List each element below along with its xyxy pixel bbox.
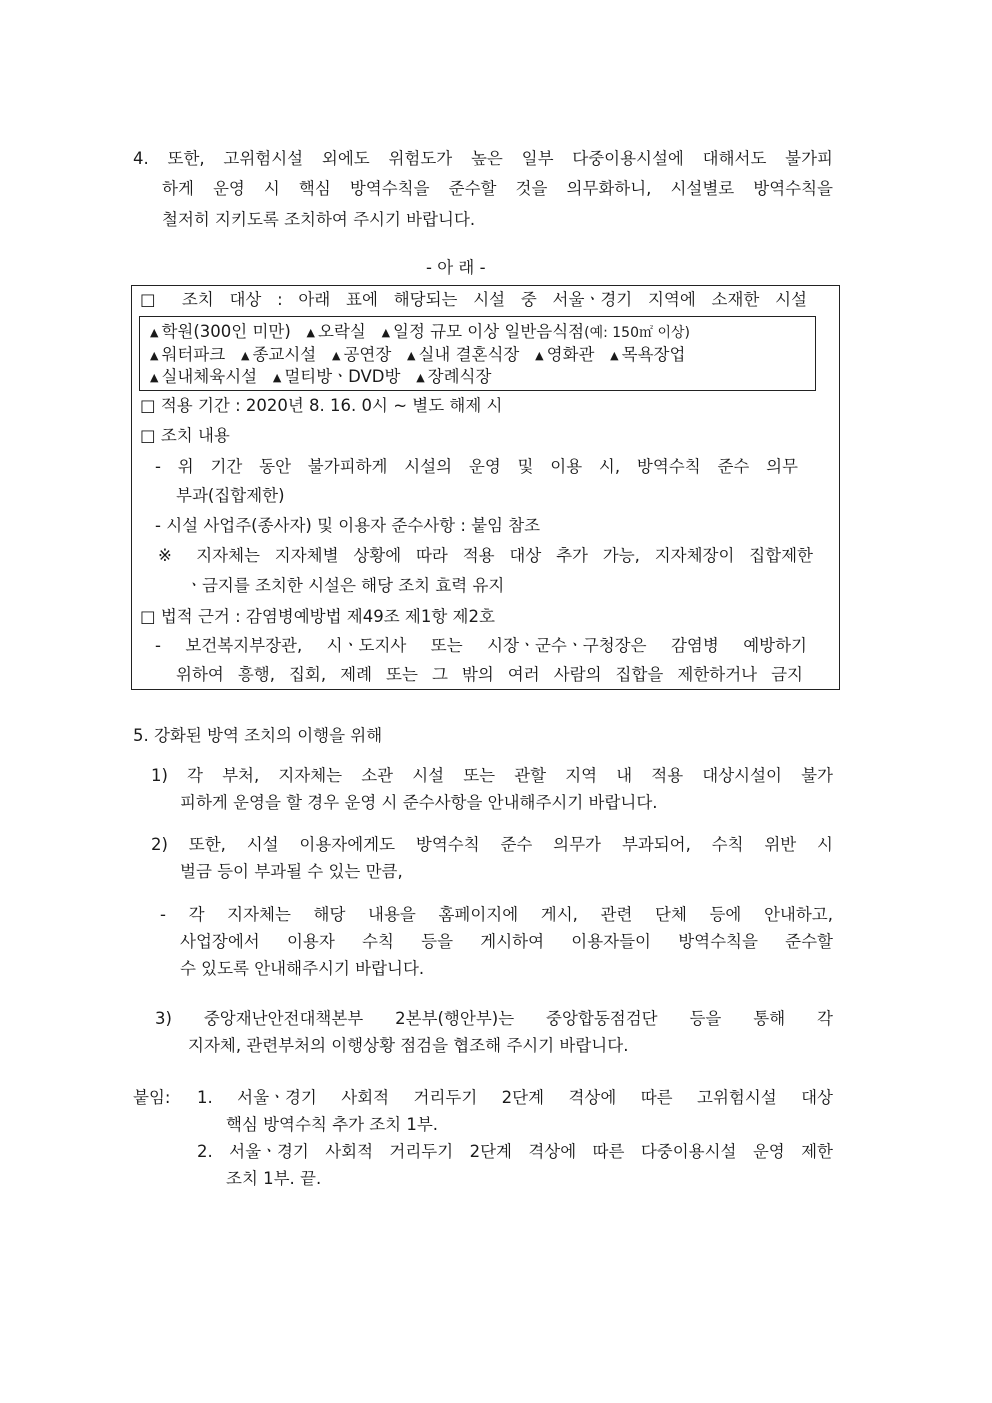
item5-sub3b: 지자체, 관련부처의 이행상황 점검을 협조해 주시기 바랍니다. xyxy=(188,1036,629,1055)
item5-dash-b: 사업장에서 이용자 수칙 등을 게시하여 이용자들이 방역수칙을 준수할 xyxy=(180,932,833,951)
legal-heading: □ 법적 근거 : 감염병예방법 제49조 제1항 제2호 xyxy=(140,607,495,626)
facility-item: ▲ 목욕장업 xyxy=(610,345,685,364)
facility-item: ▲ 실내체육시설 xyxy=(150,367,257,386)
period: □ 적용 기간 : 2020년 8. 16. 0시 ~ 별도 해제 시 xyxy=(140,396,503,415)
item5-sub3a: 3) 중앙재난안전대책본부 2본부(행안부)는 중앙합동점검단 등을 통해 각 xyxy=(155,1009,833,1028)
item4-line3: 철저히 지키도록 조치하여 주시기 바랍니다. xyxy=(162,210,476,229)
triangle-bullet-icon: ▲ xyxy=(150,371,159,384)
legal-b: 위하여 흥행, 집회, 제례 또는 그 밖의 여러 사람의 집합을 제한하거나 금지 xyxy=(176,665,803,684)
triangle-bullet-icon: ▲ xyxy=(381,326,391,339)
facility-item: ▲ 공연장 xyxy=(332,345,391,364)
target-heading: □ 조치 대상 : 아래 표에 해당되는 시설 중 서울ㆍ경기 지역에 소재한 시설 xyxy=(140,290,807,309)
triangle-bullet-icon: ▲ xyxy=(610,349,619,362)
triangle-bullet-icon: ▲ xyxy=(306,326,315,339)
item5-sub2b: 벌금 등이 부과될 수 있는 만큼, xyxy=(180,862,403,881)
item5-sub2a: 2) 또한, 시설 이용자에게도 방역수칙 준수 의무가 부과되어, 수칙 위반 시 xyxy=(151,835,833,854)
legal-a: - 보건복지부장관, 시ㆍ도지사 또는 시장ㆍ군수ㆍ구청장은 감염병 예방하기 xyxy=(155,636,807,655)
item5-sub1b: 피하게 운영을 할 경우 운영 시 준수사항을 안내해주시기 바랍니다. xyxy=(180,793,658,812)
facility-item: ▲ 일정 규모 이상 일반음식점(예: 150㎡ 이상) xyxy=(382,322,690,341)
content-1a: - 위 기간 동안 불가피하게 시설의 운영 및 이용 시, 방역수칙 준수 의무 xyxy=(155,457,798,476)
facility-note: (예: 150㎡ 이상) xyxy=(584,325,690,341)
attachment-2a: 2. 서울ㆍ경기 사회적 거리두기 2단계 격상에 따른 다중이용시설 운영 제한 xyxy=(197,1142,833,1161)
note-a: ※ 지자체는 지자체별 상황에 따라 적용 대상 추가 가능, 지자체장이 집합제한 xyxy=(158,546,813,565)
triangle-bullet-icon: ▲ xyxy=(331,349,341,362)
triangle-bullet-icon: ▲ xyxy=(240,349,250,362)
facility-item: ▲ 장례식장 xyxy=(416,367,491,386)
attachments-label: 붙임: xyxy=(133,1088,171,1107)
content-1b: 부과(집합제한) xyxy=(176,486,285,505)
facility-item: ▲ 실내 결혼식장 xyxy=(407,345,519,364)
notice-heading: - 아 래 - xyxy=(426,258,486,277)
item5-dash-a: - 각 지자체는 해당 내용을 홈페이지에 게시, 관련 단체 등에 안내하고, xyxy=(160,905,833,924)
facility-item: ▲ 오락실 xyxy=(307,322,366,341)
content-heading: □ 조치 내용 xyxy=(140,426,230,445)
attachment-2b: 조치 1부. 끝. xyxy=(226,1169,322,1188)
attachment-1b: 핵심 방역수칙 추가 조치 1부. xyxy=(226,1115,439,1134)
item4-line1: 4. 또한, 고위험시설 외에도 위험도가 높은 일부 다중이용시설에 대해서도 불가피 xyxy=(133,149,833,168)
triangle-bullet-icon: ▲ xyxy=(150,326,159,339)
facility-item: ▲ 워터파크 xyxy=(150,345,225,364)
facility-item: ▲ 영화관 xyxy=(535,345,594,364)
item5-dash-c: 수 있도록 안내해주시기 바랍니다. xyxy=(180,959,425,978)
attachment-1a: 1. 서울ㆍ경기 사회적 거리두기 2단계 격상에 따른 고위험시설 대상 xyxy=(197,1088,833,1107)
note-b: ㆍ금지를 조치한 시설은 해당 조치 효력 유지 xyxy=(186,576,505,595)
facility-item: ▲ 종교시설 xyxy=(241,345,316,364)
triangle-bullet-icon: ▲ xyxy=(416,371,425,384)
triangle-bullet-icon: ▲ xyxy=(407,349,416,362)
item4-line2: 하게 운영 시 핵심 방역수칙을 준수할 것을 의무화하니, 시설별로 방역수칙을 xyxy=(162,179,833,198)
facility-item: ▲ 학원(300인 미만) xyxy=(150,322,291,341)
item5-heading: 5. 강화된 방역 조치의 이행을 위해 xyxy=(133,726,383,745)
facility-row-1 xyxy=(150,321,690,344)
facility-row-3 xyxy=(150,366,491,389)
triangle-bullet-icon: ▲ xyxy=(150,349,159,362)
facility-row-2 xyxy=(150,344,685,367)
facility-item: ▲ 멀티방ㆍDVD방 xyxy=(273,367,401,386)
triangle-bullet-icon: ▲ xyxy=(272,371,282,384)
content-2: - 시설 사업주(종사자) 및 이용자 준수사항 : 붙임 참조 xyxy=(155,516,541,535)
item5-sub1a: 1) 각 부처, 지자체는 소관 시설 또는 관할 지역 내 적용 대상시설이 불가 xyxy=(151,766,833,785)
triangle-bullet-icon: ▲ xyxy=(535,349,544,362)
